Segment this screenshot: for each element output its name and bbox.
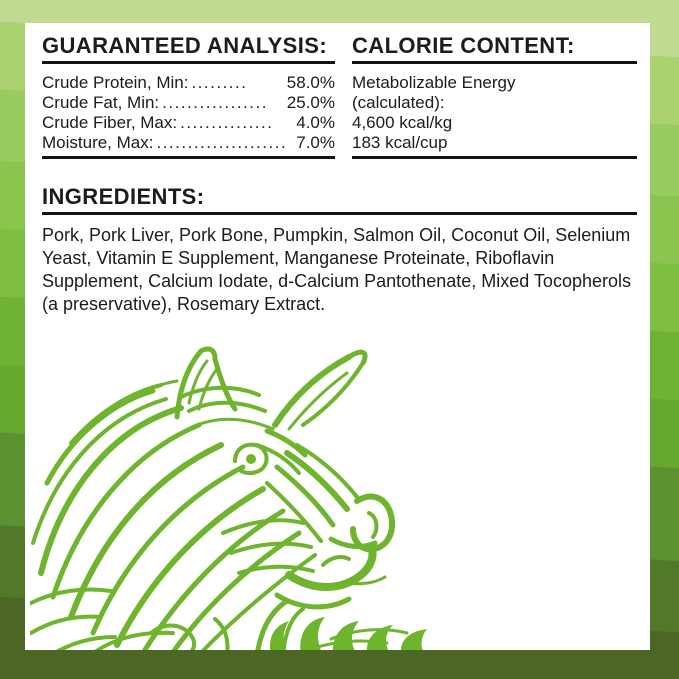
- guaranteed-analysis-section: [42, 35, 335, 159]
- dot-leader: ...............: [180, 113, 274, 132]
- calorie-content-title: CALORIE CONTENT:: [352, 35, 637, 64]
- boar-illustration-icon: [30, 333, 432, 650]
- analysis-value: 7.0%: [296, 133, 335, 152]
- analysis-value: 25.0%: [286, 93, 335, 112]
- dot-leader: .........: [191, 73, 248, 92]
- analysis-value: 4.0%: [296, 113, 335, 132]
- calorie-line: 183 kcal/cup: [352, 133, 448, 152]
- label-panel: [25, 23, 650, 650]
- analysis-row: [42, 93, 335, 113]
- section-rule: [352, 156, 637, 159]
- dot-leader: .....................: [156, 133, 288, 152]
- analysis-label: Crude Fat, Min:: [42, 93, 160, 112]
- calorie-line: (calculated):: [352, 93, 445, 112]
- calorie-line: 4,600 kcal/kg: [352, 113, 453, 132]
- analysis-label: Moisture, Max:: [42, 133, 154, 152]
- analysis-label: Crude Protein, Min:: [42, 73, 189, 92]
- calorie-line: Metabolizable Energy: [352, 73, 516, 92]
- dot-leader: .................: [162, 93, 268, 112]
- analysis-row: [42, 133, 335, 153]
- ingredients-section: [42, 186, 637, 316]
- guaranteed-analysis-rows: [42, 73, 335, 153]
- ingredients-text: Pork, Pork Liver, Pork Bone, Pumpkin, Salmon Oil, Coconut Oil, Selenium Yeast, Vitamin E Supplement, Manganese Proteinate, Riboflavin Supplement, Calcium Iodate, d-Calcium Pantothenate, Mixed Tocopherols (a preservative), Rosemary Extract.: [42, 225, 631, 314]
- analysis-value: 58.0%: [286, 73, 335, 92]
- guaranteed-analysis-title: GUARANTEED ANALYSIS:: [42, 35, 335, 64]
- top-columns: [42, 35, 637, 159]
- calorie-content-lines: [352, 73, 637, 153]
- calorie-content-section: [352, 35, 637, 159]
- analysis-row: [42, 73, 335, 93]
- analysis-row: [42, 113, 335, 133]
- ingredients-title: INGREDIENTS:: [42, 186, 637, 215]
- analysis-label: Crude Fiber, Max:: [42, 113, 178, 132]
- section-rule: [42, 156, 335, 159]
